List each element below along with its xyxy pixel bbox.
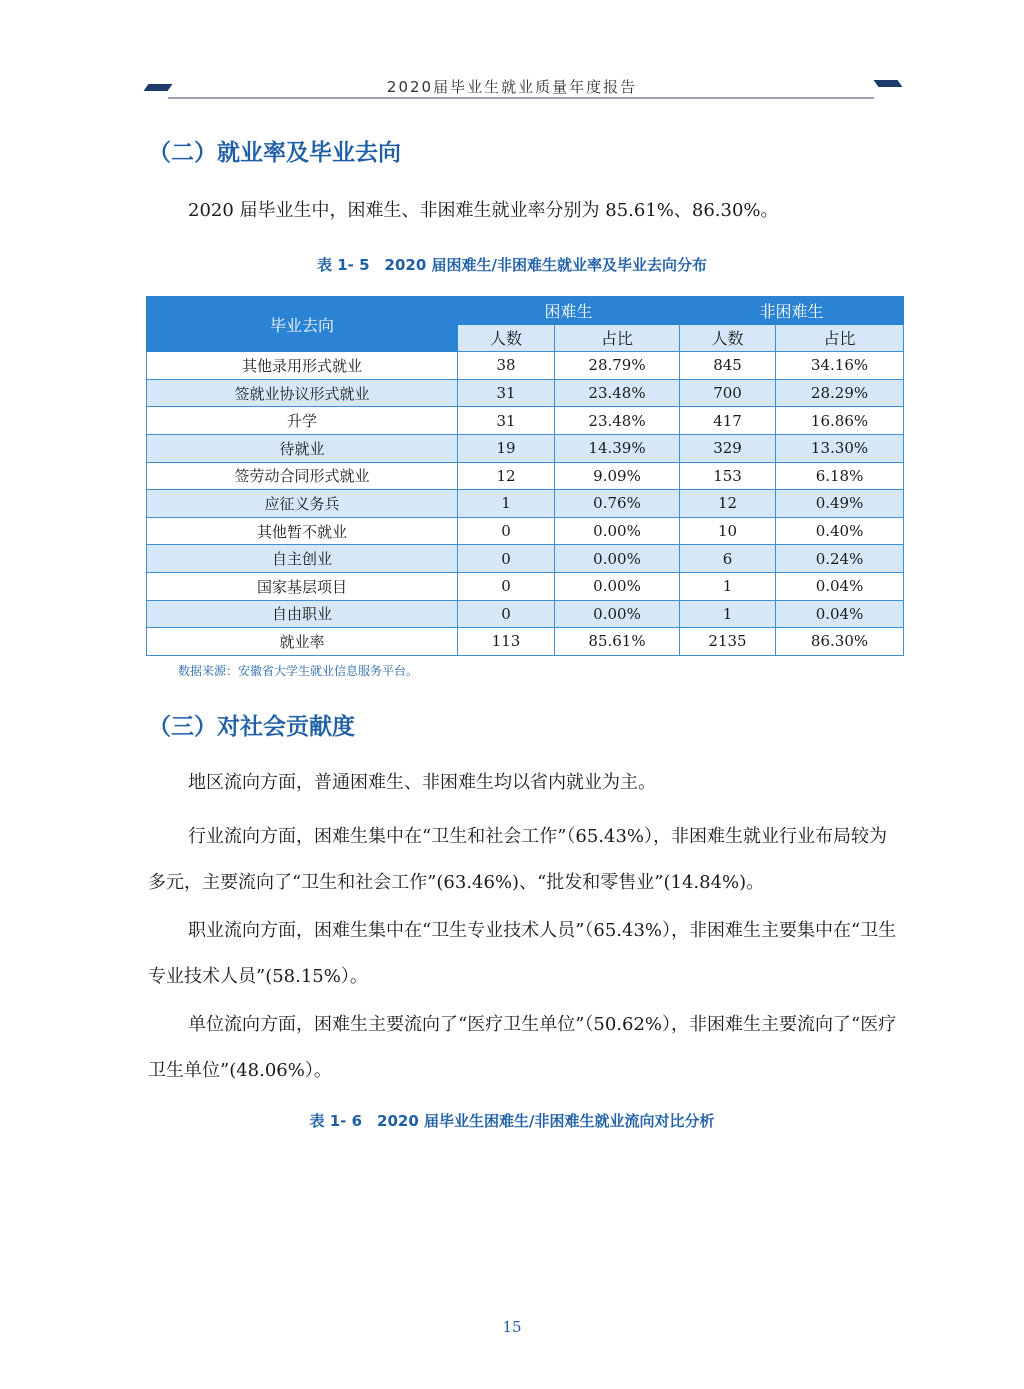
cell-direction: 应征义务兵 bbox=[147, 490, 458, 518]
table-1-5-caption: 表 1- 5 2020 届困难生/非困难生就业率及毕业去向分布 bbox=[317, 256, 707, 274]
cell-a-ratio: 23.48% bbox=[555, 407, 680, 435]
cell-direction: 待就业 bbox=[147, 434, 458, 462]
cell-b-ratio: 0.49% bbox=[776, 490, 904, 518]
cell-b-ratio: 6.18% bbox=[776, 462, 904, 490]
header-divider bbox=[168, 97, 874, 99]
table-row bbox=[147, 572, 904, 600]
cell-b-count: 153 bbox=[680, 462, 776, 490]
cell-a-count: 113 bbox=[458, 628, 555, 656]
cell-b-ratio: 0.40% bbox=[776, 517, 904, 545]
cell-b-ratio: 16.86% bbox=[776, 407, 904, 435]
cell-b-count: 845 bbox=[680, 352, 776, 380]
cell-direction: 升学 bbox=[147, 407, 458, 435]
cell-direction: 就业率 bbox=[147, 628, 458, 656]
cell-a-ratio: 0.00% bbox=[555, 545, 680, 573]
cell-a-count: 19 bbox=[458, 434, 555, 462]
cell-b-count: 12 bbox=[680, 490, 776, 518]
cell-b-count: 6 bbox=[680, 545, 776, 573]
table-row bbox=[147, 352, 904, 380]
cell-a-ratio: 0.00% bbox=[555, 572, 680, 600]
cell-a-ratio: 28.79% bbox=[555, 352, 680, 380]
cell-direction: 其他暂不就业 bbox=[147, 517, 458, 545]
table-row bbox=[147, 490, 904, 518]
cell-a-count: 31 bbox=[458, 379, 555, 407]
cell-b-count: 417 bbox=[680, 407, 776, 435]
header-group-difficult: 困难生 bbox=[458, 297, 680, 325]
cell-b-count: 10 bbox=[680, 517, 776, 545]
cell-b-count: 700 bbox=[680, 379, 776, 407]
table-row bbox=[147, 462, 904, 490]
cell-a-count: 0 bbox=[458, 572, 555, 600]
cell-a-count: 0 bbox=[458, 545, 555, 573]
cell-b-count: 1 bbox=[680, 572, 776, 600]
section-3-paragraph-1: 地区流向方面，普通困难生、非困难生均以省内就业为主。 bbox=[188, 772, 656, 793]
cell-a-count: 38 bbox=[458, 352, 555, 380]
table-row bbox=[147, 545, 904, 573]
table-1-6-caption: 表 1- 6 2020 届毕业生困难生/非困难生就业流向对比分析 bbox=[309, 1112, 715, 1130]
cell-a-ratio: 85.61% bbox=[555, 628, 680, 656]
cell-b-count: 1 bbox=[680, 600, 776, 628]
cell-a-ratio: 0.76% bbox=[555, 490, 680, 518]
employment-table bbox=[146, 296, 904, 656]
section-3-paragraph-3: 职业流向方面，困难生集中在“卫生专业技术人员”（65.43%），非困难生主要集中在“卫生专业技术人员”(58.15%）。 bbox=[148, 920, 897, 987]
cell-direction: 自由职业 bbox=[147, 600, 458, 628]
page-number: 15 bbox=[502, 1318, 522, 1336]
cell-b-count: 2135 bbox=[680, 628, 776, 656]
cell-a-count: 0 bbox=[458, 517, 555, 545]
header-decoration-right bbox=[874, 80, 903, 87]
cell-a-count: 0 bbox=[458, 600, 555, 628]
cell-a-count: 1 bbox=[458, 490, 555, 518]
subheader-ratio-b: 占比 bbox=[776, 324, 904, 352]
table-row-total bbox=[147, 628, 904, 656]
cell-direction: 国家基层项目 bbox=[147, 572, 458, 600]
cell-direction: 自主创业 bbox=[147, 545, 458, 573]
subheader-count-b: 人数 bbox=[680, 324, 776, 352]
running-header: 2020届毕业生就业质量年度报告 bbox=[386, 78, 638, 96]
table-row bbox=[147, 434, 904, 462]
table-source-note: 数据来源：安徽省大学生就业信息服务平台。 bbox=[178, 664, 419, 678]
header-group-non-difficult: 非困难生 bbox=[680, 297, 904, 325]
cell-direction: 其他录用形式就业 bbox=[147, 352, 458, 380]
table-row bbox=[147, 407, 904, 435]
cell-b-ratio: 86.30% bbox=[776, 628, 904, 656]
section-2-intro: 2020 届毕业生中，困难生、非困难生就业率分别为 85.61%、86.30%。 bbox=[188, 200, 779, 221]
cell-b-ratio: 0.04% bbox=[776, 572, 904, 600]
table-row bbox=[147, 600, 904, 628]
cell-direction: 签就业协议形式就业 bbox=[147, 379, 458, 407]
table-row bbox=[147, 517, 904, 545]
cell-a-ratio: 0.00% bbox=[555, 517, 680, 545]
section-2-title: （二）就业率及毕业去向 bbox=[148, 140, 401, 166]
table-row bbox=[147, 379, 904, 407]
header-direction: 毕业去向 bbox=[147, 297, 458, 352]
cell-a-ratio: 14.39% bbox=[555, 434, 680, 462]
cell-b-ratio: 0.04% bbox=[776, 600, 904, 628]
cell-a-ratio: 0.00% bbox=[555, 600, 680, 628]
cell-b-count: 329 bbox=[680, 434, 776, 462]
cell-a-count: 31 bbox=[458, 407, 555, 435]
cell-a-ratio: 23.48% bbox=[555, 379, 680, 407]
section-3-paragraph-4: 单位流向方面，困难生主要流向了“医疗卫生单位”（50.62%），非困难生主要流向了“医疗卫生单位”(48.06%）。 bbox=[148, 1014, 897, 1081]
cell-b-ratio: 28.29% bbox=[776, 379, 904, 407]
subheader-count-a: 人数 bbox=[458, 324, 555, 352]
cell-b-ratio: 34.16% bbox=[776, 352, 904, 380]
cell-a-ratio: 9.09% bbox=[555, 462, 680, 490]
section-3-paragraph-2: 行业流向方面，困难生集中在“卫生和社会工作”（65.43%），非困难生就业行业布局较为多元，主要流向了“卫生和社会工作”(63.46%)、“批发和零售业”(14.84%)。 bbox=[148, 826, 888, 893]
section-3-title: （三）对社会贡献度 bbox=[148, 714, 355, 740]
cell-a-count: 12 bbox=[458, 462, 555, 490]
cell-b-ratio: 0.24% bbox=[776, 545, 904, 573]
subheader-ratio-a: 占比 bbox=[555, 324, 680, 352]
cell-b-ratio: 13.30% bbox=[776, 434, 904, 462]
cell-direction: 签劳动合同形式就业 bbox=[147, 462, 458, 490]
